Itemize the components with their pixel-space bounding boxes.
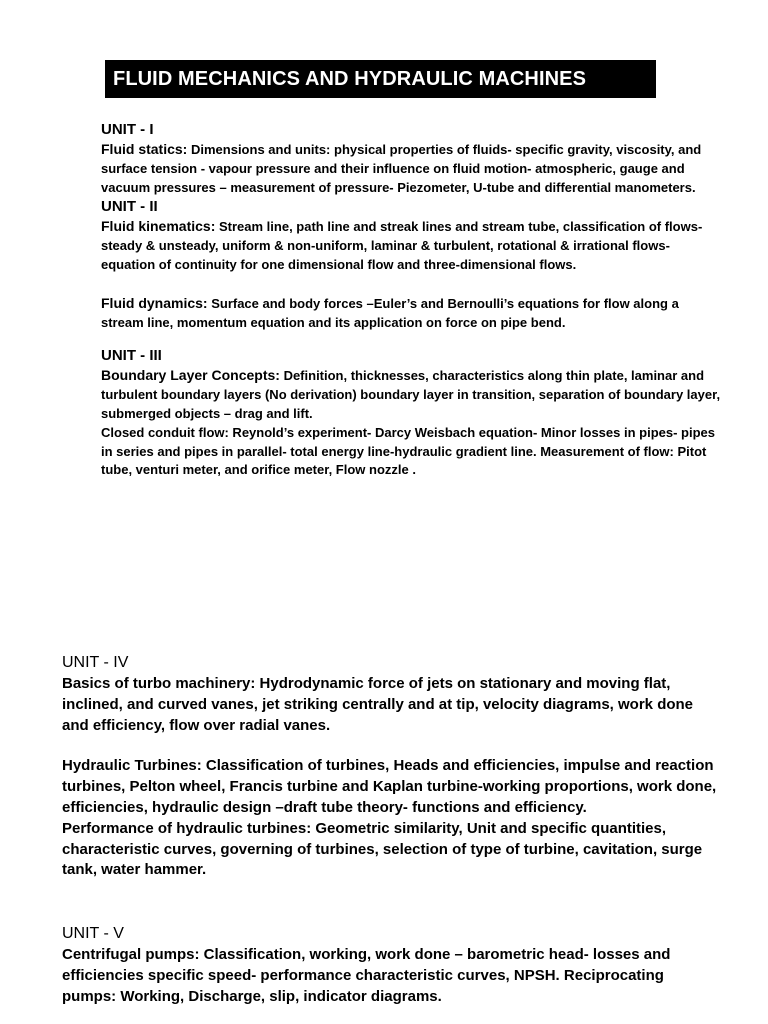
- unit-3-closed-conduit: Closed conduit flow: Reynold’s experiment- Darcy Weisbach equation- Minor losses in pipes- pipes in series and pipes in parallel- total energy line-hydraulic gradient line. Measurement of flow: Pitot tube, venturi meter, and orifice meter, Flow nozzle .: [101, 424, 715, 478]
- fluid-kinematics-text: Stream line, path line and streak lines and stream tube, classification of flows-steady & unsteady, uniform & non-uniform, laminar & turbulent, rotational & irrational flows-equation of continuity for one dimensional flow and three-dimensional flows.: [101, 219, 703, 272]
- unit-2-fluid-kinematics: [101, 217, 721, 274]
- fluid-dynamics-topic: Fluid dynamics:: [101, 294, 208, 311]
- upper-section: [101, 120, 721, 480]
- fluid-statics-text: Dimensions and units: physical properties of fluids- specific gravity, viscosity, and surface tension - vapour pressure and their influence on fluid motion- atmospheric, gauge and vacuum pressures – measurement of pressure- Piezometer, U-tube and differential manometers.: [101, 142, 702, 195]
- unit-2-heading: UNIT - II: [101, 198, 158, 216]
- unit-4-hydraulic-turbines: Hydraulic Turbines: Classification of turbines, Heads and efficiencies, impulse and reaction turbines, Pelton wheel, Francis turbine and Kaplan turbine-working proportions, work done, efficiencies, hydraulic design –draft tube theory- functions and efficiency.: [62, 757, 717, 816]
- unit-4-turbine-performance: Performance of hydraulic turbines: Geometric similarity, Unit and specific quantities, characteristic curves, governing of turbines, selection of type of turbine, cavitation, surge tank, water hammer.: [62, 819, 703, 879]
- lower-section: [62, 652, 722, 1008]
- document-title-text: FLUID MECHANICS AND HYDRAULIC MACHINES: [113, 67, 587, 90]
- unit-1-fluid-statics: [101, 140, 721, 197]
- fluid-statics-topic: Fluid statics:: [101, 141, 188, 157]
- boundary-layer-topic: Boundary Layer Concepts:: [101, 367, 280, 384]
- unit-3-boundary-layer: [101, 366, 721, 423]
- unit-5-heading: UNIT - V: [62, 925, 124, 943]
- document-title: [105, 60, 656, 98]
- fluid-dynamics-text: Surface and body forces –Euler’s and Bernoulli’s equations for flow along a stream line, momentum equation and its application on force on pipe bend.: [101, 295, 679, 330]
- unit-1-heading: UNIT - I: [101, 121, 154, 138]
- boundary-layer-text: Definition, thicknesses, characteristics along thin plate, laminar and turbulent boundary layers (No derivation) boundary layer in transition, separation of boundary layer, submerged objects – drag and lift.: [101, 368, 721, 421]
- unit-2-fluid-dynamics: [101, 294, 721, 333]
- unit-4-heading: UNIT - IV: [62, 654, 129, 671]
- unit-4-turbo-basics: Basics of turbo machinery: Hydrodynamic force of jets on stationary and moving flat, inclined, and curved vanes, jet striking centrally and at tip, velocity diagrams, work done and efficiency, flow over radial vanes.: [62, 675, 694, 734]
- unit-3-heading: UNIT - III: [101, 347, 162, 365]
- fluid-kinematics-topic: Fluid kinematics:: [101, 218, 216, 235]
- unit-5-pumps: Centrifugal pumps: Classification, working, work done – barometric head- losses and efficiencies specific speed- performance characteristic curves, NPSH. Reciprocating pumps: Working, Discharge, slip, indicator diagrams.: [62, 946, 671, 1005]
